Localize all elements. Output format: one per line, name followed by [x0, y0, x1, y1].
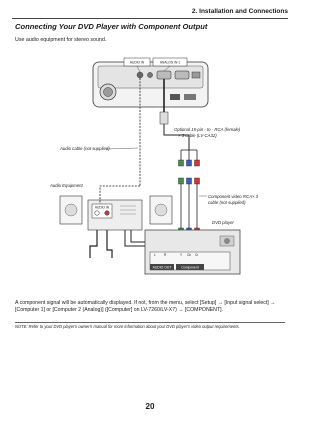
dvd-jack-cr: Cr: [195, 253, 199, 257]
dvd-player-label: DVD player: [212, 220, 234, 225]
dvd-jack-y: Y: [180, 253, 183, 257]
dvd-jack-l: L: [154, 253, 156, 257]
page-number: 20: [145, 402, 155, 411]
port-label-analog-in: ANALOG IN-1: [159, 60, 181, 65]
dvd-player-illustration: [145, 230, 240, 274]
vga-rca-cable-label-2: × 3 cable (LV-CA32): [178, 133, 217, 138]
dvd-jack-cb: Cb: [187, 253, 192, 257]
page-title: Connecting Your DVD Player with Component Output: [15, 22, 208, 31]
instruction-text: [15, 300, 285, 315]
dvd-audio-out-label: AUDIO OUT: [152, 265, 172, 270]
audio-equipment-port-label: AUDIO IN: [94, 205, 110, 210]
intro-text: Use audio equipment for stereo sound.: [15, 37, 107, 43]
component-cable-label-2: cable (not supplied): [208, 200, 246, 205]
dvd-component-label: Component: [181, 265, 199, 270]
component-cable-label-1: Component video RCA× 3: [208, 194, 259, 199]
audio-equipment-label: Audio Equipment: [50, 183, 83, 188]
section-header: 2. Installation and Connections: [191, 8, 288, 15]
note-divider: [15, 322, 285, 323]
projector-illustration: [93, 58, 208, 107]
note-text: NOTE: Refer to your DVD player's owner's manual for more information about your DVD player's video output requirements.: [15, 324, 240, 329]
port-label-audio-in: AUDIO IN: [129, 60, 145, 65]
instruction-line-2: [Computer 1] or [Computer 2 (Analog)] ([Computer] on LV-7260/LV-X7) → [COMPONENT].: [15, 307, 223, 314]
audio-cable-label: Audio cable (not supplied): [60, 146, 110, 151]
dvd-jack-r: R: [164, 253, 167, 257]
audio-equipment-illustration: [60, 196, 172, 230]
vga-rca-cable-label-1: Optional 15-pin - to - RCA (female): [174, 127, 241, 132]
instruction-line-1: A component signal will be automatically displayed. If not, from the menu, select [Setup] → [Input signal select] →: [15, 300, 276, 306]
